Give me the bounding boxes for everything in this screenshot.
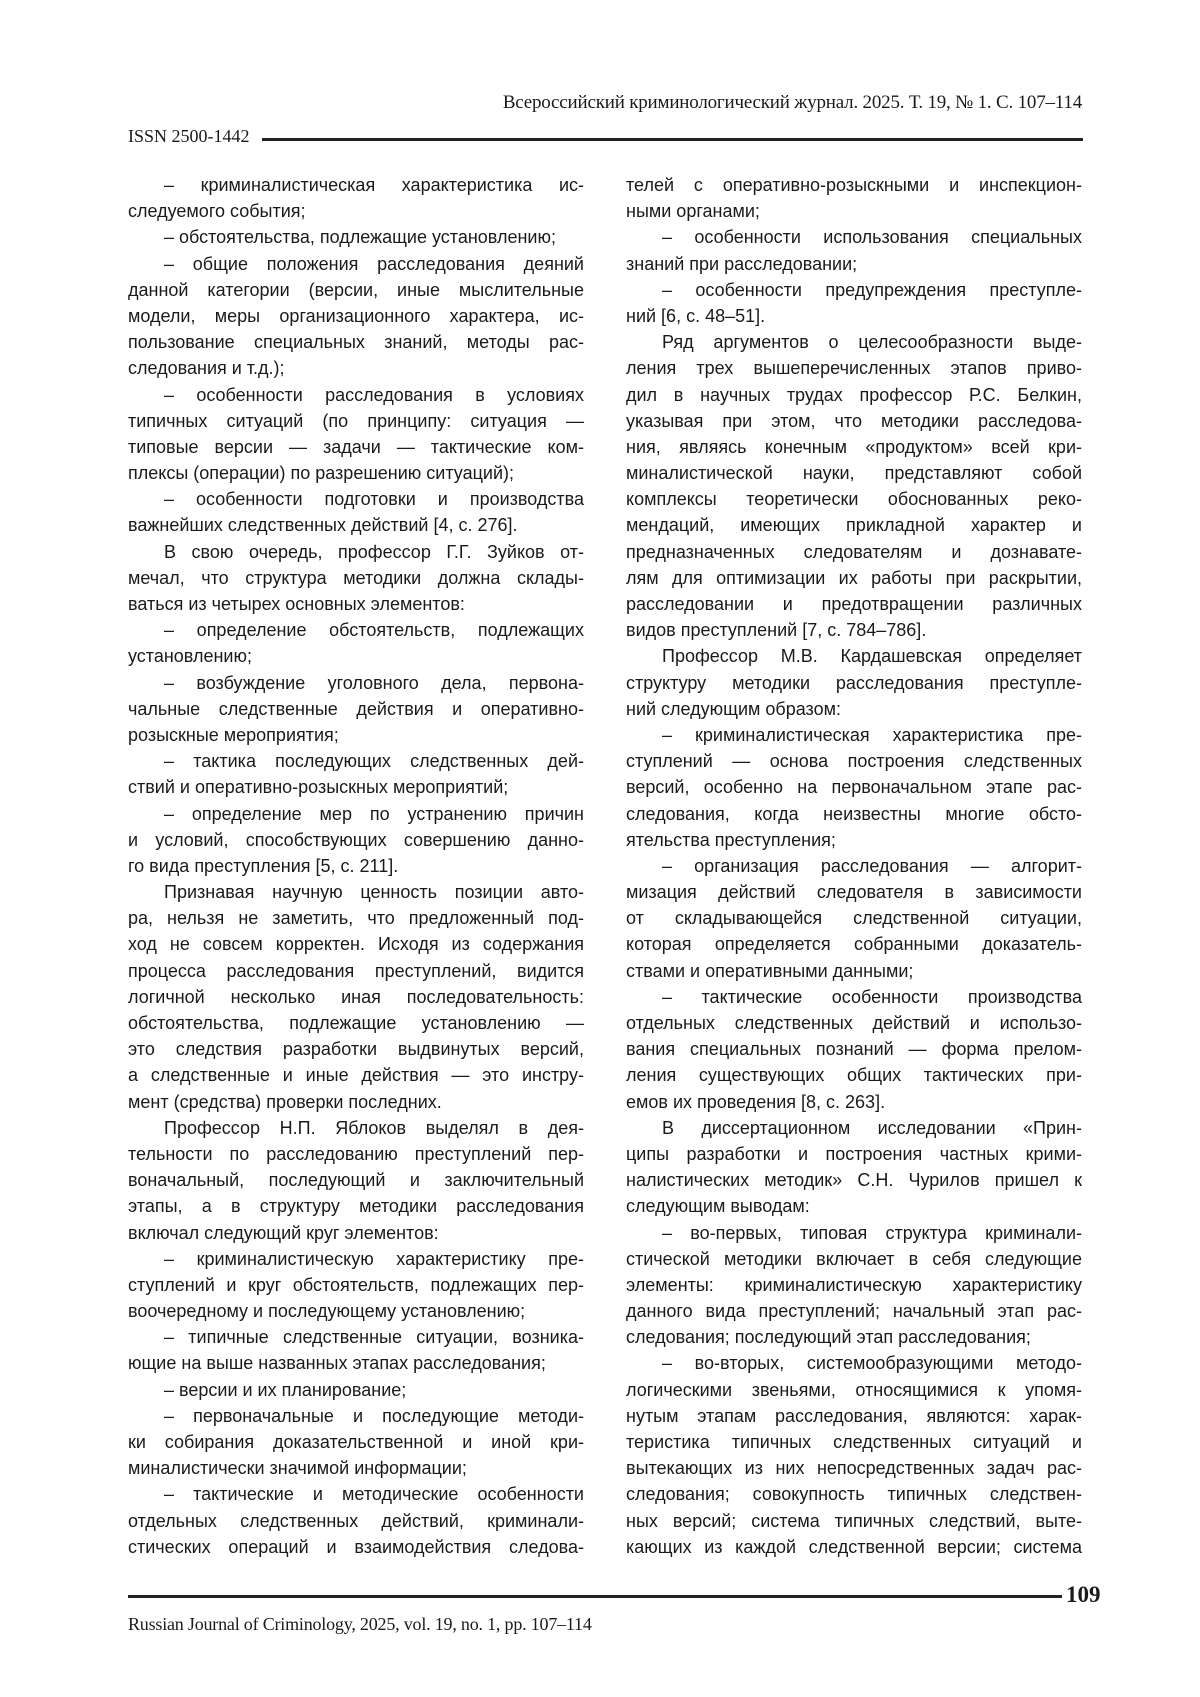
text-line: элементы: криминалистическую характеристику (626, 1272, 1082, 1298)
text-line: лям для оптимизации их работы при раскрытии, (626, 565, 1082, 591)
text-line: типичных ситуаций (по принципу: ситуация — (128, 408, 584, 434)
text-line: налистических методик» С.Н. Чурилов пришел к (626, 1167, 1082, 1193)
text-line: пользование специальных знаний, методы рас- (128, 329, 584, 355)
text-line: данного вида преступлений; начальный этап рас- (626, 1298, 1082, 1324)
text-line: – возбуждение уголовного дела, первона- (128, 670, 584, 696)
text-line: модели, меры организационного характера, ис- (128, 303, 584, 329)
text-line: – общие положения расследования деяний (128, 251, 584, 277)
text-line: ний следующим образом: (626, 696, 1082, 722)
text-line: мендаций, имеющих прикладной характер и (626, 512, 1082, 538)
text-line: – тактические и методические особенности (128, 1481, 584, 1507)
paragraph (128, 486, 584, 538)
text-line: – тактические особенности производства (626, 984, 1082, 1010)
text-line: – криминалистическая характеристика ис- (128, 172, 584, 198)
text-line: стических операций и взаимодействия следова- (128, 1534, 584, 1560)
text-line: Профессор Н.П. Яблоков выделял в дея- (128, 1115, 584, 1141)
text-line: а следственные и иные действия — это инстру- (128, 1062, 584, 1088)
text-line: воначальный, последующий и заключительный (128, 1167, 584, 1193)
text-line: Ряд аргументов о целесообразности выде- (626, 329, 1082, 355)
paragraph (128, 251, 584, 382)
text-line: ных версий; система типичных следствий, выте- (626, 1508, 1082, 1534)
paragraph (128, 1115, 584, 1246)
text-line: данной категории (версии, иные мыслительные (128, 277, 584, 303)
paragraph (128, 1324, 584, 1376)
text-line: включал следующий круг элементов: (128, 1220, 584, 1246)
paragraph (128, 617, 584, 669)
paragraph (128, 539, 584, 618)
text-line: тельности по расследованию преступлений пер- (128, 1141, 584, 1167)
text-line: установлению; (128, 643, 584, 669)
text-line: структуру методики расследования преступле- (626, 670, 1082, 696)
text-line: ки собирания доказательственной и иной кри- (128, 1429, 584, 1455)
text-line: – особенности использования специальных (626, 224, 1082, 250)
text-line: ний [6, с. 48–51]. (626, 303, 1082, 329)
text-line: дил в научных трудах профессор Р.С. Белкин, (626, 382, 1082, 408)
text-line: ления трех вышеперечисленных этапов приво- (626, 355, 1082, 381)
text-line: предназначенных следователям и дознавате- (626, 539, 1082, 565)
header-rule (262, 138, 1083, 141)
text-line: – версии и их планирование; (128, 1377, 584, 1403)
text-line: – обстоятельства, подлежащие установлению; (128, 224, 584, 250)
page-number: 109 (1066, 1582, 1101, 1608)
text-line: го вида преступления [5, с. 211]. (128, 853, 584, 879)
text-line: ступлений и круг обстоятельств, подлежащих пер- (128, 1272, 584, 1298)
text-column-left (128, 172, 584, 1560)
text-line: которая определяется собранными доказатель- (626, 931, 1082, 957)
paragraph (626, 1115, 1082, 1220)
text-line: вания специальных познаний — форма прелом- (626, 1036, 1082, 1062)
text-line: важнейших следственных действий [4, с. 276]. (128, 512, 584, 538)
paragraph (626, 329, 1082, 643)
text-line: – особенности расследования в условиях (128, 382, 584, 408)
paragraph (626, 643, 1082, 722)
text-line: – определение мер по устранению причин (128, 801, 584, 827)
paragraph (128, 801, 584, 880)
text-line: – особенности подготовки и производства (128, 486, 584, 512)
text-line: ра, нельзя не заметить, что предложенный под- (128, 905, 584, 931)
footer-rule (128, 1595, 1062, 1598)
text-line: следования; последующий этап расследования; (626, 1324, 1082, 1350)
text-column-right (626, 172, 1082, 1560)
text-line: мечал, что структура методики должна склады- (128, 565, 584, 591)
paragraph (128, 1403, 584, 1482)
paragraph (128, 1377, 584, 1403)
text-line: ваться из четырех основных элементов: (128, 591, 584, 617)
paragraph (626, 1350, 1082, 1560)
text-line: логичной несколько иная последовательность: (128, 984, 584, 1010)
text-line: ствами и оперативными данными; (626, 958, 1082, 984)
text-line: миналистически значимой информации; (128, 1455, 584, 1481)
text-line: телей с оперативно-розыскными и инспекцион- (626, 172, 1082, 198)
text-line: ющие на выше названных этапах расследования; (128, 1350, 584, 1376)
text-line: ципы разработки и построения частных крими- (626, 1141, 1082, 1167)
text-line: стической методики включает в себя следующие (626, 1246, 1082, 1272)
text-line: Признавая научную ценность позиции авто- (128, 879, 584, 905)
text-line: ятельства преступления; (626, 827, 1082, 853)
text-line: – типичные следственные ситуации, возника- (128, 1324, 584, 1350)
issn-label: ISSN 2500-1442 (128, 126, 250, 147)
text-line: знаний при расследовании; (626, 251, 1082, 277)
paragraph (626, 1220, 1082, 1351)
text-line: В свою очередь, профессор Г.Г. Зуйков от- (128, 539, 584, 565)
text-line: емов их проведения [8, с. 263]. (626, 1089, 1082, 1115)
text-line: отдельных следственных действий и использо- (626, 1010, 1082, 1036)
paragraph (626, 172, 1082, 224)
text-line: миналистической науки, представляют собой (626, 460, 1082, 486)
text-line: кающих из каждой следственной версии; система (626, 1534, 1082, 1560)
text-line: теристика типичных следственных ситуаций и (626, 1429, 1082, 1455)
text-line: ления существующих общих тактических при- (626, 1062, 1082, 1088)
paragraph (626, 224, 1082, 276)
text-line: – тактика последующих следственных дей- (128, 748, 584, 774)
paragraph (626, 277, 1082, 329)
text-line: логическими звеньями, относящимися к упомя- (626, 1377, 1082, 1403)
text-line: ход не совсем корректен. Исходя из содержания (128, 931, 584, 957)
text-line: – во-вторых, системообразующими методо- (626, 1350, 1082, 1376)
text-line: ступлений — основа построения следственных (626, 748, 1082, 774)
text-line: – организация расследования — алгорит- (626, 853, 1082, 879)
text-line: вытекающих из них непосредственных задач рас- (626, 1455, 1082, 1481)
text-line: версий, особенно на первоначальном этапе рас- (626, 774, 1082, 800)
text-line: комплексы теоретически обоснованных реко- (626, 486, 1082, 512)
text-line: следования, когда неизвестны многие обсто- (626, 801, 1082, 827)
text-line: – во-первых, типовая структура криминали- (626, 1220, 1082, 1246)
text-line: следующим выводам: (626, 1193, 1082, 1219)
paragraph (128, 1481, 584, 1560)
text-line: Профессор М.В. Кардашевская определяет (626, 643, 1082, 669)
text-line: следуемого события; (128, 198, 584, 224)
text-line: следования и т.д.); (128, 355, 584, 381)
paragraph (128, 172, 584, 224)
text-line: расследовании и предотвращении различных (626, 591, 1082, 617)
text-line: – определение обстоятельств, подлежащих (128, 617, 584, 643)
text-line: плексы (операции) по разрешению ситуаций); (128, 460, 584, 486)
text-line: следования; совокупность типичных следствен- (626, 1481, 1082, 1507)
text-line: и условий, способствующих совершению данно- (128, 827, 584, 853)
text-line: обстоятельства, подлежащие установлению — (128, 1010, 584, 1036)
text-line: указывая при этом, что методики расследова- (626, 408, 1082, 434)
footer-citation: Russian Journal of Criminology, 2025, vol. 19, no. 1, pp. 107–114 (128, 1614, 592, 1635)
paragraph (626, 853, 1082, 984)
paragraph (128, 382, 584, 487)
text-line: этапы, а в структуру методики расследования (128, 1193, 584, 1219)
journal-running-title: Всероссийский криминологический журнал. 2025. Т. 19, № 1. С. 107–114 (503, 92, 1082, 114)
text-line: ния, являясь конечным «продуктом» всей кри- (626, 434, 1082, 460)
text-line: чальные следственные действия и оперативно- (128, 696, 584, 722)
text-line: – криминалистическая характеристика пре- (626, 722, 1082, 748)
text-line: процесса расследования преступлений, видится (128, 958, 584, 984)
text-line: В диссертационном исследовании «Прин- (626, 1115, 1082, 1141)
text-line: нутым этапам расследования, являются: харак- (626, 1403, 1082, 1429)
text-line: – криминалистическую характеристику пре- (128, 1246, 584, 1272)
paragraph (128, 748, 584, 800)
paragraph (128, 670, 584, 749)
paragraph (128, 224, 584, 250)
paragraph (626, 984, 1082, 1115)
text-line: мизация действий следователя в зависимости (626, 879, 1082, 905)
text-line: мент (средства) проверки последних. (128, 1089, 584, 1115)
text-line: – особенности предупреждения преступле- (626, 277, 1082, 303)
text-line: воочередному и последующему установлению; (128, 1298, 584, 1324)
paragraph (626, 722, 1082, 853)
text-line: видов преступлений [7, с. 784–786]. (626, 617, 1082, 643)
text-line: розыскные мероприятия; (128, 722, 584, 748)
text-line: это следствия разработки выдвинутых версий, (128, 1036, 584, 1062)
text-line: – первоначальные и последующие методи- (128, 1403, 584, 1429)
text-line: ными органами; (626, 198, 1082, 224)
text-line: отдельных следственных действий, криминали- (128, 1508, 584, 1534)
text-line: от складывающейся следственной ситуации, (626, 905, 1082, 931)
text-line: типовые версии — задачи — тактические ком- (128, 434, 584, 460)
text-line: ствий и оперативно-розыскных мероприятий; (128, 774, 584, 800)
paragraph (128, 1246, 584, 1325)
paragraph (128, 879, 584, 1115)
